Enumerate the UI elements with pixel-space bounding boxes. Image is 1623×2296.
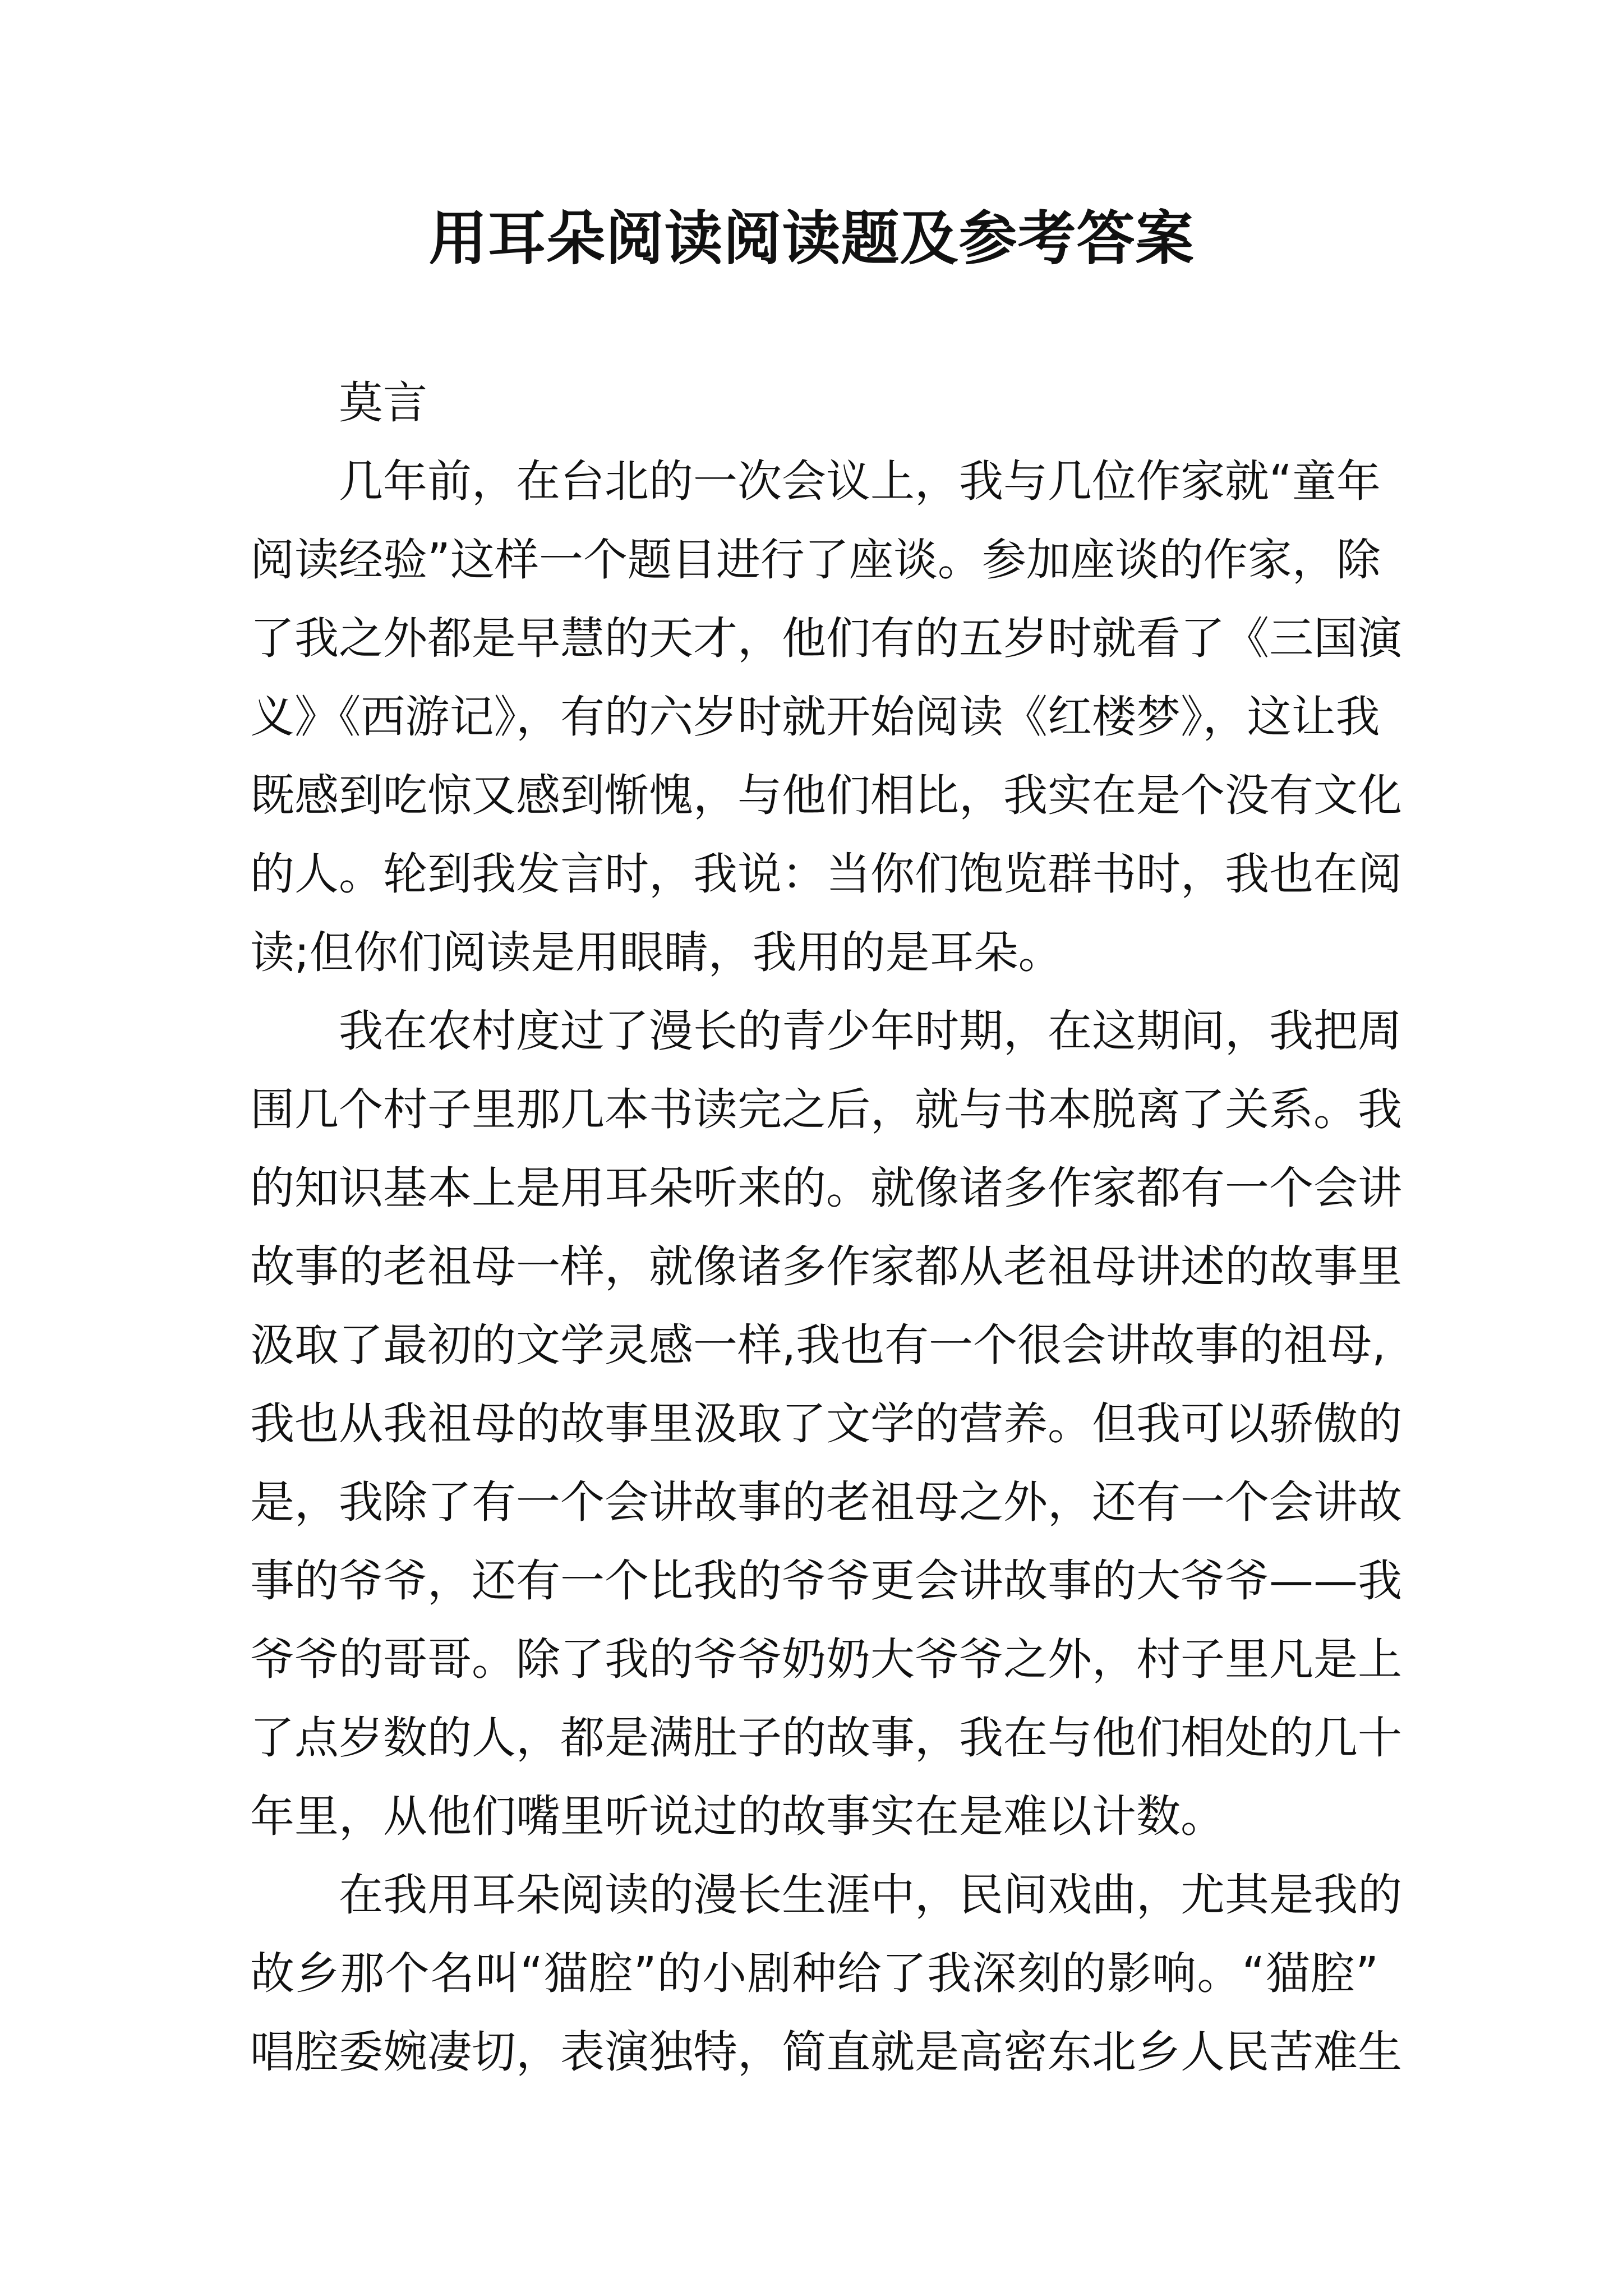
paragraph-2-line-10: 了点岁数的人，都是满肚子的故事，我在与他们相处的几十 — [250, 1712, 1402, 1764]
paragraph-2-line-9: 爷爷的哥哥。除了我的爷爷奶奶大爷爷之外，村子里凡是上 — [250, 1634, 1402, 1685]
document-body — [250, 364, 1402, 2091]
paragraph-1-line-1: 几年前，在台北的一次会议上，我与几位作家就“童年 — [339, 455, 1381, 507]
paragraph-2-line-3: 的知识基本上是用耳朵听来的。就像诸多作家都有一个会讲 — [250, 1162, 1402, 1214]
paragraph-2-line-11: 年里，从他们嘴里听说过的故事实在是难以计数。 — [250, 1791, 1225, 1842]
paragraph-3-line-2: 故乡那个名叫“猫腔”的小剧种给了我深刻的影响。“猫腔” — [250, 1948, 1378, 1999]
paragraph-1-line-6: 的人。轮到我发言时，我说：当你们饱览群书时，我也在阅 — [250, 848, 1402, 900]
paragraph-2-line-2: 围几个村子里那几本书读完之后，就与书本脱离了关系。我 — [250, 1084, 1402, 1135]
paragraph-1-line-7: 读;但你们阅读是用眼睛，我用的是耳朵。 — [250, 927, 1063, 978]
paragraph-1-line-2: 阅读经验”这样一个题目进行了座谈。参加座谈的作家，除 — [250, 534, 1381, 586]
paragraph-1-line-5: 既感到吃惊又感到惭愧，与他们相比，我实在是个没有文化 — [250, 770, 1402, 821]
paragraph-3-line-3: 唱腔委婉凄切，表演独特，简直就是高密东北乡人民苦难生 — [250, 2026, 1402, 2078]
paragraph-2-line-5: 汲取了最初的文学灵感一样,我也有一个很会讲故事的祖母, — [250, 1319, 1386, 1371]
paragraph-2-line-4: 故事的老祖母一样，就像诸多作家都从老祖母讲述的故事里 — [250, 1241, 1402, 1292]
document-title: 用耳朵阅读阅读题及参考答案 — [428, 204, 1195, 273]
paragraph-2-line-8: 事的爷爷，还有一个比我的爷爷更会讲故事的大爷爷——我 — [250, 1555, 1402, 1607]
paragraph-2-line-1: 我在农村度过了漫长的青少年时期，在这期间，我把周 — [339, 1005, 1402, 1057]
paragraph-1-line-4: 义》《西游记》，有的六岁时就开始阅读《红楼梦》，这让我 — [250, 691, 1380, 743]
paragraph-1-line-3: 了我之外都是早慧的天才，他们有的五岁时就看了《三国演 — [250, 613, 1402, 664]
paragraph-2-line-7: 是，我除了有一个会讲故事的老祖母之外，还有一个会讲故 — [250, 1476, 1402, 1528]
paragraph-2-line-6: 我也从我祖母的故事里汲取了文学的营养。但我可以骄傲的 — [250, 1398, 1402, 1450]
paragraph-3-line-1: 在我用耳朵阅读的漫长生涯中，民间戏曲，尤其是我的 — [339, 1869, 1402, 1921]
author-line: 莫言 — [339, 377, 427, 429]
